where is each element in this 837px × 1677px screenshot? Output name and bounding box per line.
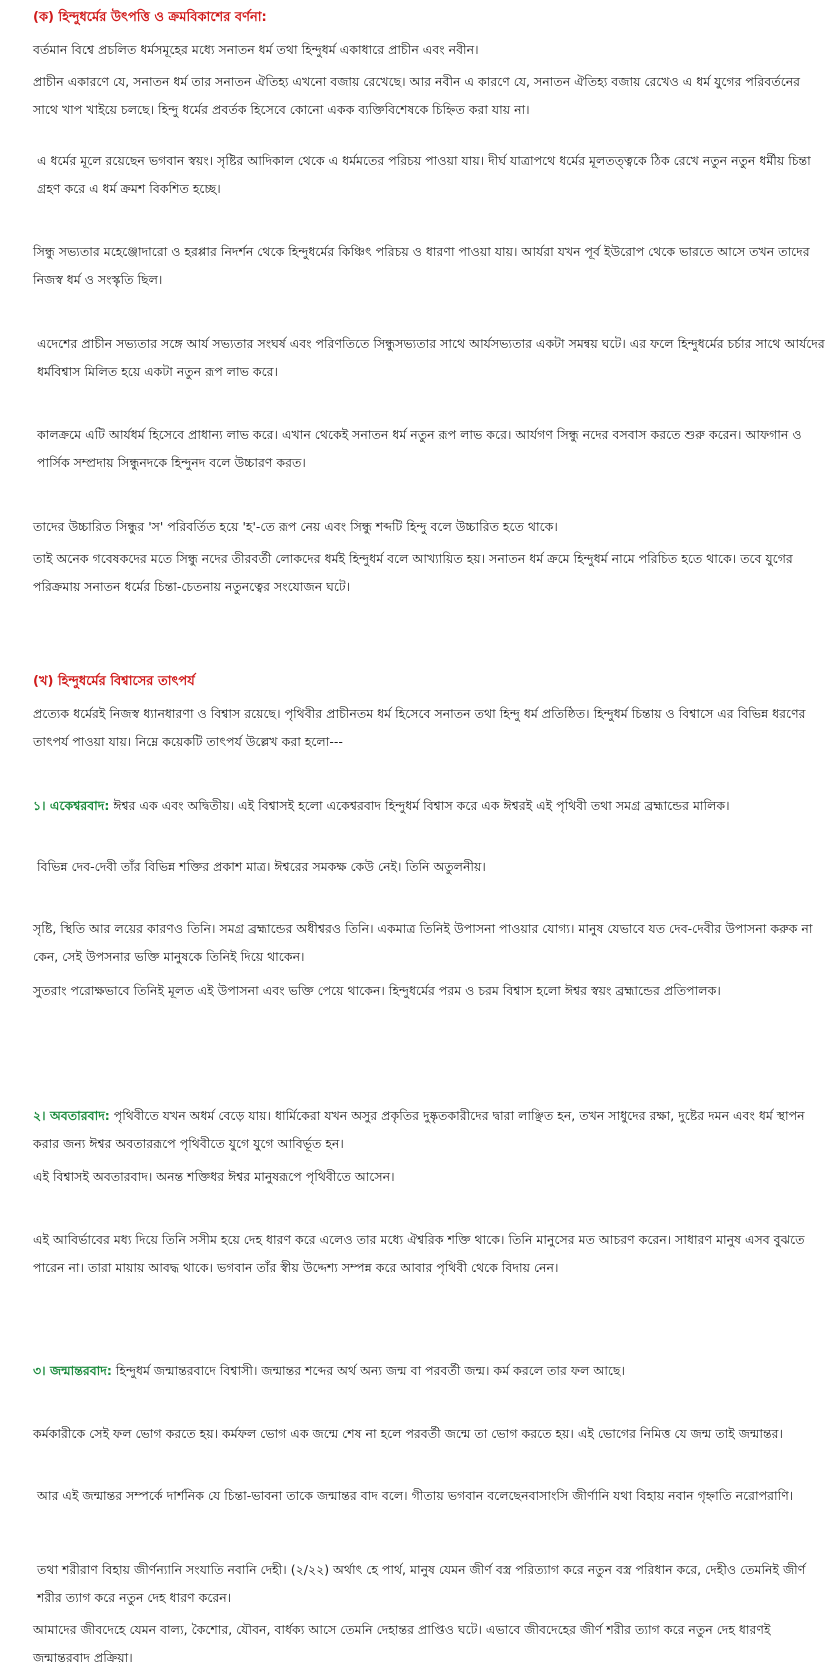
point-1-paragraph-4: সুতরাং পরোক্ষভাবে তিনিই মূলত এই উপাসনা এবং ভক্তি পেয়ে থাকেন। হিন্দুধর্মের পরম ও চরম বিশ্বাস হলো ঈশ্বর স্বয়ং ব্রহ্মান্ডের প্রতিপালক। [33, 983, 721, 998]
point-3-paragraph-2: কর্মকারীকে সেই ফল ভোগ করতে হয়। কর্মফল ভোগ এক জন্মে শেষ না হলে পরবর্তী জন্মে তা ভোগ করতে হয়। এই ভোগের নিমিত্ত যে জন্ম তাই জন্মান্তর। [33, 1426, 783, 1441]
section-b-heading: (খ) হিন্দুধর্মের বিশ্বাসের তাৎপর্য [33, 674, 195, 689]
section-a-paragraph-4: সিন্ধু সভ্যতার মহেঞ্জোদারো ও হরপ্পার নিদর্শন থেকে হিন্দুধর্মের কিঞ্চিৎ পরিচয় ও ধারণা পাওয়া যায়। আর্যরা যখন পূর্ব ইউরোপ থেকে ভারতে আসে তখন তাদের নিজস্ব ধর্ম ও সংস্কৃতি ছিল। [33, 244, 810, 287]
point-2-lead: ২। অবতারবাদ: [33, 1108, 110, 1123]
point-2-paragraph [33, 1102, 823, 1158]
section-b-intro: প্রত্যেক ধর্মেরই নিজস্ব ধ্যানধারণা ও বিশ্বাস রয়েছে। পৃথিবীর প্রাচীনতম ধর্ম হিসেবে সনাতন তথা হিন্দু ধর্ম প্রতিষ্ঠিত। হিন্দুধর্ম চিন্তায় ও বিশ্বাসে এর বিভিন্ন ধরণের তাৎপর্য পাওয়া যায়। নিম্নে কয়েকটি তাৎপর্য উল্লেখ করা হলো--- [33, 706, 806, 749]
point-1-paragraph-2: বিভিন্ন দেব-দেবী তাঁর বিভিন্ন শক্তির প্রকাশ মাত্র। ঈশ্বরের সমকক্ষ কেউ নেই। তিনি অতুলনীয়। [37, 859, 486, 874]
point-1-paragraph-3: সৃষ্টি, স্থিতি আর লয়ের কারণও তিনি। সমগ্র ব্রহ্মান্ডের অধীশ্বরও তিনি। একমাত্র তিনিই উপাসনা পাওয়ার যোগ্য। মানুষ যেভাবে যত দেব-দেবীর উপাসনা করুক না কেন, সেই উপসনার ভক্তি মানুষকে তিনিই দিয়ে থাকেন। [33, 921, 813, 964]
section-a-paragraph-7: তাদের উচ্চারিত সিন্ধুর 'স' পরিবর্তিত হয়ে 'হ'-তে রূপ নেয় এবং সিন্ধু শব্দটি হিন্দু বলে উচ্চারিত হতে থাকে। [33, 519, 558, 534]
point-3-lead: ৩। জন্মান্তরবাদ: [33, 1363, 112, 1378]
point-3-paragraph-4: তথা শরীরাণ বিহায় জীর্ণন্যানি সংযাতি নবানি দেহী। (২/২২) অর্থাৎ হে পার্থ, মানুষ যেমন জীর্ণ বস্ত্র পরিত্যাগ করে নতুন বস্ত্র পরিধান করে, দেহীও তেমনিই জীর্ণ শরীর ত্যাগ করে নতুন দেহ ধারণ করেন। [37, 1562, 806, 1605]
section-a-paragraph-3: এ ধর্মের মূলে রয়েছেন ভগবান স্বয়ং। সৃষ্টির আদিকাল থেকে এ ধর্মমতের পরিচয় পাওয়া যায়। দীর্ঘ যাত্রাপথে ধর্মের মূলতত্ত্বকে ঠিক রেখে নতুন নতুন ধর্মীয় চিন্তা গ্রহণ করে এ ধর্ম ক্রমশ বিকশিত হচ্ছে। [37, 153, 811, 196]
point-2-paragraph-2: এই বিশ্বাসই অবতারবাদ। অনন্ত শক্তিধর ঈশ্বর মানুষরূপে পৃথিবীতে আসেন। [33, 1169, 395, 1184]
section-a-paragraph-6: কালক্রমে এটি আর্যধর্ম হিসেবে প্রাধান্য লাভ করে। এখান থেকেই সনাতন ধর্ম নতুন রূপ লাভ করে। আর্যগণ সিন্ধু নদের বসবাস করতে শুরু করেন। আফগান ও পার্সিক সম্প্রদায় সিন্ধুনদকে হিন্দুনদ বলে উচ্চারণ করত। [37, 427, 802, 470]
point-3-paragraph [33, 1357, 823, 1385]
point-2-text: পৃথিবীতে যখন অধর্ম বেড়ে যায়। ধার্মিকেরা যখন অসুর প্রকৃতির দুষ্কৃতকারীদের দ্বারা লাঞ্ছিত হন, তখন সাধুদের রক্ষা, দুষ্টের দমন এবং ধর্ম স্থাপন করার জন্য ঈশ্বর অবতাররূপে পৃথিবীতে যুগে যুগে আবির্ভূত হন। [33, 1108, 805, 1151]
point-2-paragraph-3: এই আবির্ভাবের মধ্য দিয়ে তিনি সসীম হয়ে দেহ ধারণ করে এলেও তার মধ্যে ঐশ্বরিক শক্তি থাকে। তিনি মানুসের মত আচরণ করেন। সাধারণ মানুষ এসব বুঝতে পারেন না। তারা মায়ায় আবদ্ধ থাকে। ভগবান তাঁর স্বীয় উদ্দেশ্য সম্পন্ন করে আবার পৃথিবী থেকে বিদায় নেন। [33, 1232, 805, 1275]
section-a-paragraph-2: প্রাচীন একারণে যে, সনাতন ধর্ম তার সনাতন ঐতিহ্য এখনো বজায় রেখেছে। আর নবীন এ কারণে যে, সনাতন ঐতিহ্য বজায় রেখেও এ ধর্ম যুগের পরিবর্তনের সাথে খাপ খাইয়ে চলছে। হিন্দু ধর্মের প্রবর্তক হিসেবে কোনো একক ব্যক্তিবিশেষকে চিহ্নিত করা যায় না। [33, 74, 801, 117]
point-3-paragraph-3: আর এই জন্মান্তর সম্পর্কে দার্শনিক যে চিন্তা-ভাবনা তাকে জন্মান্তর বাদ বলে। গীতায় ভগবান বলেছেনবাসাংসি জীর্ণানি যথা বিহায় নবান গৃহ্নাতি নরোপরাণি। [37, 1488, 794, 1503]
section-a-heading: (ক) হিন্দুধর্মের উৎপত্তি ও ক্রমবিকাশের বর্ণনা: [33, 10, 267, 25]
point-1-lead: ১। একেশ্বরবাদ: [33, 798, 110, 813]
point-3-text: হিন্দুধর্ম জন্মান্তরবাদে বিশ্বাসী। জন্মান্তর শব্দের অর্থ অন্য জন্ম বা পরবর্তী জন্ম। কর্ম করলে তার ফল আছে। [111, 1363, 625, 1378]
point-1-text: ঈশ্বর এক এবং অদ্বিতীয়। এই বিশ্বাসই হলো একেশ্বরবাদ হিন্দুধর্ম বিশ্বাস করে এক ঈশ্বরই এই পৃথিবী তথা সমগ্র ব্রহ্মান্ডের মালিক। [109, 798, 730, 813]
point-3-paragraph-5: আমাদের জীবদেহে যেমন বাল্য, কৈশোর, যৌবন, বার্ধক্য আসে তেমনি দেহান্তর প্রাপ্তিও ঘটে। এভাবে জীবদেহের জীর্ণ শরীর ত্যাগ করে নতুন দেহ ধারণই জন্মান্তরবাদ প্রক্রিয়া। [33, 1622, 771, 1665]
section-a-paragraph-1: বর্তমান বিশ্বে প্রচলিত ধর্মসমূহের মধ্যে সনাতন ধর্ম তথা হিন্দুধর্ম একাধারে প্রাচীন এবং নবীন। [33, 42, 479, 57]
section-a-paragraph-5: এদেশের প্রাচীন সভ্যতার সঙ্গে আর্য সভ্যতার সংঘর্ষ এবং পরিণতিতে সিন্ধুসভ্যতার সাথে আর্যসভ্যতার একটা সমন্বয় ঘটে। এর ফলে হিন্দুধর্মের চর্চার সাথে আর্যদের ধর্মবিশ্বাস মিলিত হয়ে একটা নতুন রূপ লাভ করে। [37, 336, 825, 379]
point-1-paragraph [33, 792, 823, 820]
section-a-paragraph-8: তাই অনেক গবেষকদের মতে সিন্ধু নদের তীরবর্তী লোকদের ধর্মই হিন্দুধর্ম বলে আখ্যায়িত হয়। সনাতন ধর্ম ক্রমে হিন্দুধর্ম নামে পরিচিত হতে থাকে। তবে যুগের পরিক্রমায় সনাতন ধর্মের চিন্তা-চেতনায় নতুনত্বের সংযোজন ঘটে। [33, 551, 793, 594]
